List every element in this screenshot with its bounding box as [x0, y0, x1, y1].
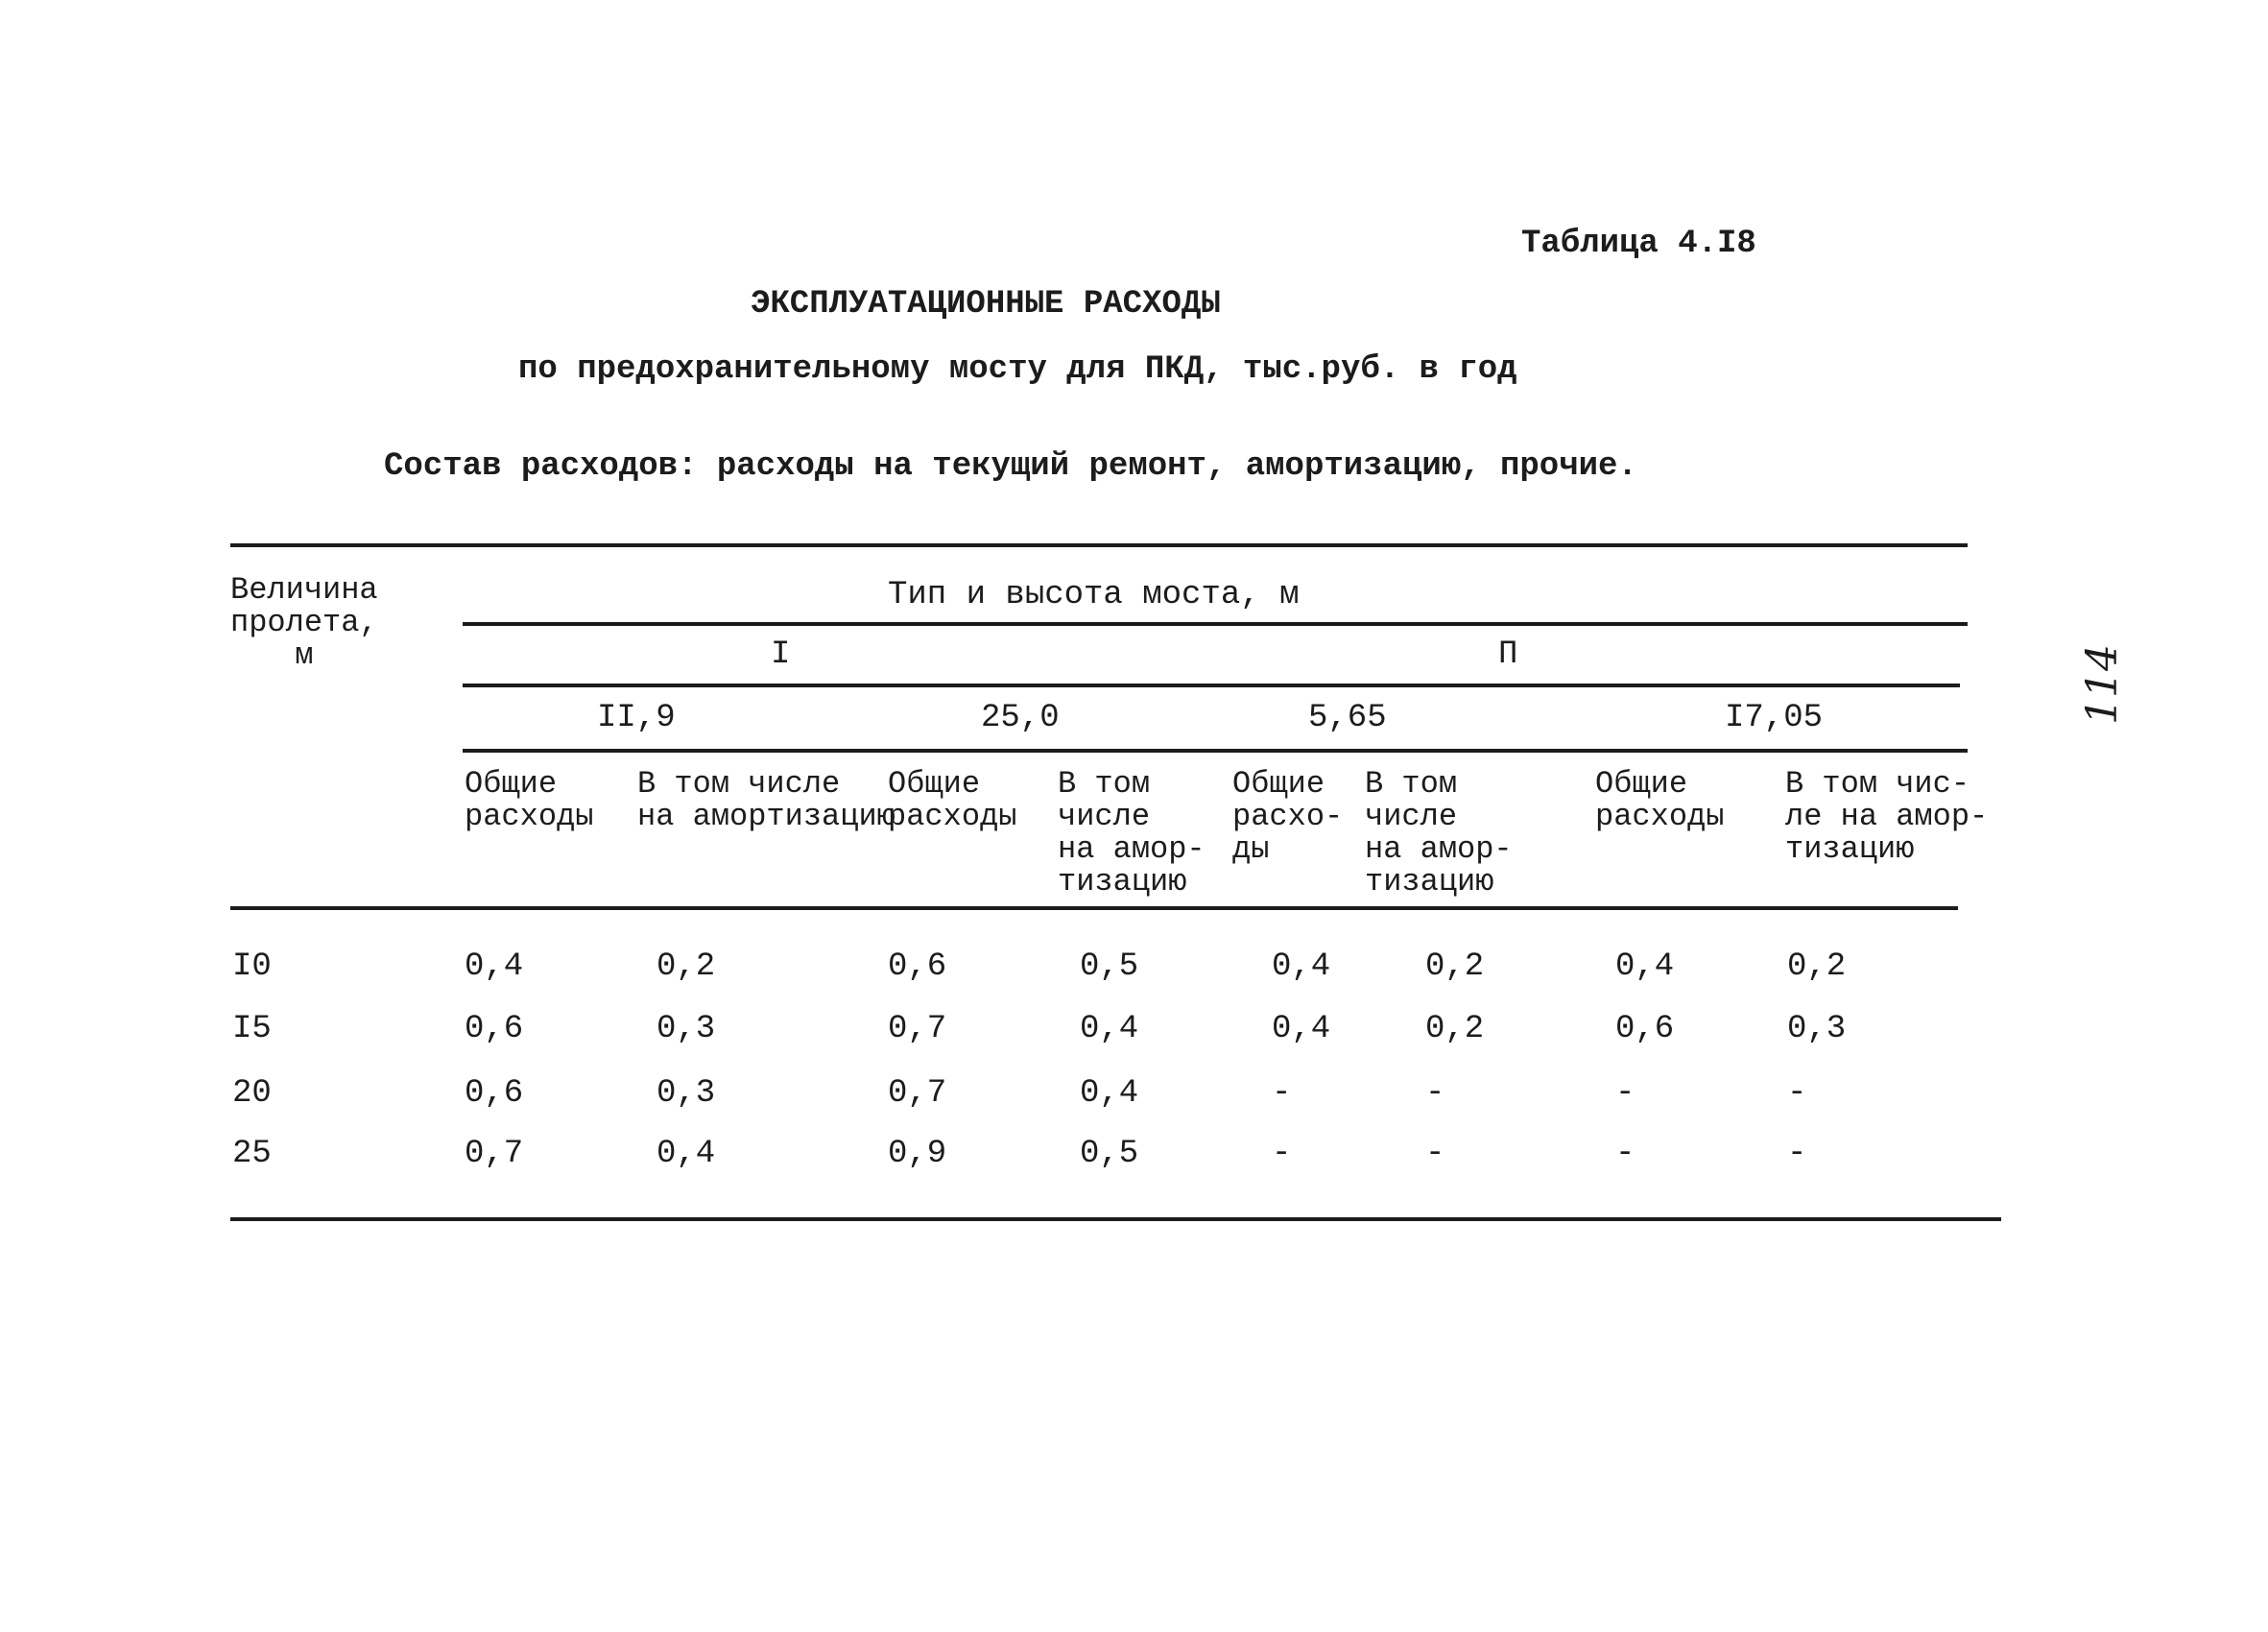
table-cell: 0,6: [888, 948, 947, 985]
table-cell: 0,7: [888, 1011, 947, 1047]
height-2: 25,0: [981, 700, 1060, 736]
table-cell: -: [1615, 1075, 1635, 1112]
table-cell: 0,2: [657, 948, 716, 985]
document-subtitle: по предохранительному мосту для ПКД, тыс.руб. в год: [518, 351, 1517, 388]
table-cell: 0,4: [657, 1136, 716, 1172]
table-cell: 0,9: [888, 1136, 947, 1172]
table-cell: 0,3: [657, 1075, 716, 1112]
span-value: 25: [232, 1136, 272, 1172]
table-cell: -: [1425, 1075, 1445, 1112]
document-title: ЭКСПЛУАТАЦИОННЫЕ РАСХОДЫ: [751, 286, 1221, 323]
table-cell: 0,4: [465, 948, 524, 985]
row-header: Величина пролета, м: [230, 572, 378, 673]
height-rule: [463, 749, 1968, 753]
table-cell: 0,6: [465, 1075, 524, 1112]
table-cell: -: [1272, 1075, 1292, 1112]
table-cell: 0,2: [1425, 948, 1485, 985]
type-1: I: [771, 636, 791, 673]
col-header-3: Общие расходы: [888, 766, 1017, 834]
table-top-rule: [230, 543, 1968, 547]
col-header-2: В том числе на амортизацию: [637, 766, 895, 834]
table-cell: 0,5: [1080, 948, 1139, 985]
span-value: I0: [232, 948, 272, 985]
table-cell: 0,4: [1080, 1075, 1139, 1112]
expense-composition: Состав расходов: расходы на текущий ремонт, амортизацию, прочие.: [384, 448, 1637, 485]
type-2: П: [1498, 636, 1518, 673]
table-cell: 0,6: [1615, 1011, 1675, 1047]
type-rule: [463, 684, 1960, 687]
table-cell: 0,5: [1080, 1136, 1139, 1172]
col-header-6: В том числе на амор- тизацию: [1365, 766, 1513, 900]
table-cell: 0,4: [1272, 1011, 1331, 1047]
height-1: II,9: [597, 700, 676, 736]
group-rule: [463, 622, 1968, 626]
col-header-8: В том чис- ле на амор- тизацию: [1785, 766, 1989, 867]
col-header-4: В том числе на амор- тизацию: [1058, 766, 1206, 900]
table-cell: 0,7: [888, 1075, 947, 1112]
col-header-5: Общие расхо- ды: [1232, 766, 1344, 867]
table-cell: 0,4: [1272, 948, 1331, 985]
col-header-1: Общие расходы: [465, 766, 594, 834]
table-cell: 0,3: [1787, 1011, 1847, 1047]
table-cell: 0,2: [1425, 1011, 1485, 1047]
group-header: Тип и высота моста, м: [888, 577, 1300, 613]
height-4: I7,05: [1725, 700, 1824, 736]
table-cell: 0,4: [1080, 1011, 1139, 1047]
table-number: Таблица 4.I8: [1521, 226, 1756, 262]
table-cell: -: [1425, 1136, 1445, 1172]
span-value: 20: [232, 1075, 272, 1112]
table-cell: -: [1787, 1075, 1807, 1112]
table-cell: 0,3: [657, 1011, 716, 1047]
table-cell: 0,7: [465, 1136, 524, 1172]
height-3: 5,65: [1308, 700, 1387, 736]
table-cell: -: [1787, 1136, 1807, 1172]
span-value: I5: [232, 1011, 272, 1047]
table-cell: -: [1272, 1136, 1292, 1172]
header-bottom-rule: [230, 906, 1958, 910]
table-bottom-rule: [230, 1217, 2001, 1221]
table-cell: 0,4: [1615, 948, 1675, 985]
table-cell: -: [1615, 1136, 1635, 1172]
table-cell: 0,6: [465, 1011, 524, 1047]
handwritten-page-number: 114: [2078, 644, 2127, 725]
table-cell: 0,2: [1787, 948, 1847, 985]
col-header-7: Общие расходы: [1595, 766, 1725, 834]
